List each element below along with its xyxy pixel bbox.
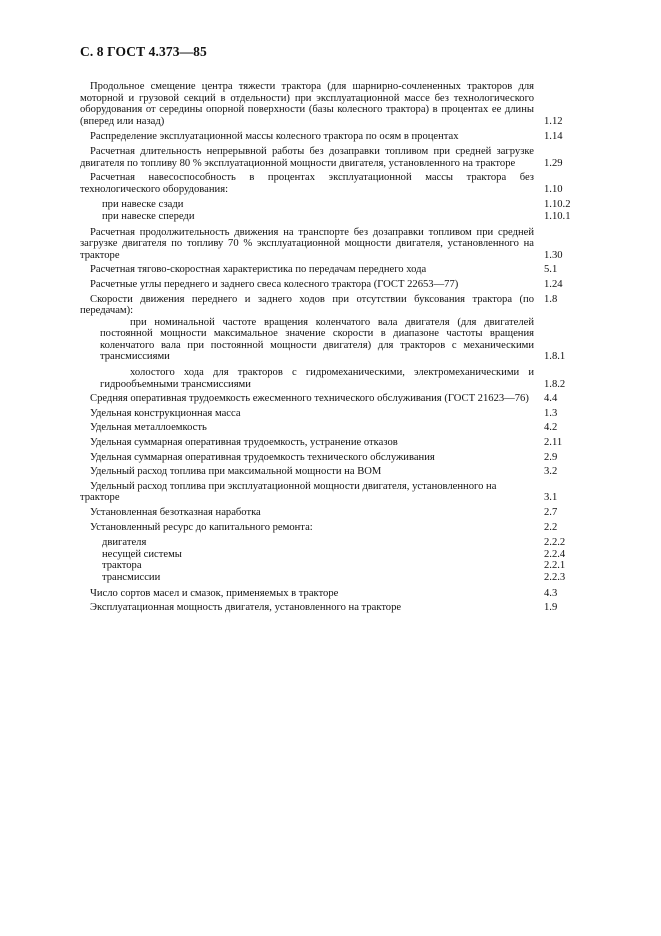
entry-text: несущей системы (102, 548, 182, 560)
entry-number: 2.2.1 (544, 560, 566, 572)
entry-number: 1.8.1 (544, 351, 566, 363)
index-entry (80, 81, 600, 127)
entry-text: Удельная суммарная оперативная трудоемкость технического обслуживания (90, 451, 435, 463)
entry-number: 2.11 (544, 437, 563, 449)
index-entry (80, 481, 600, 504)
entry-number: 2.2 (544, 521, 558, 533)
index-entry (80, 227, 600, 262)
entry-number: 2.9 (544, 451, 558, 463)
index-entry (80, 279, 600, 291)
entry-number: 1.14 (544, 131, 563, 143)
index-subentry (80, 367, 600, 390)
entry-text: Удельная металлоемкость (90, 422, 207, 434)
entry-text: Число сортов масел и смазок, применяемых в тракторе (90, 587, 339, 599)
index-entry (80, 131, 600, 143)
index-entry (80, 522, 600, 534)
entry-number: 1.9 (544, 602, 558, 614)
entry-text: двигателя (102, 537, 147, 549)
entry-text: трансмиссии (102, 571, 161, 583)
index-entry (80, 507, 600, 519)
entry-number: 1.8 (544, 293, 558, 305)
term-index (80, 81, 600, 617)
entry-text: Продольное смещение центра тяжести трактора (для шарнирно-сочлененных тракторов для моторной и грузовой секций в отдельности) при эксплуатационной массе без технологического оборудования от середины опорной поверхности (базы колесного трактора) в процентах ее длины (вперед или назад) (80, 81, 534, 127)
entry-text: Удельная суммарная оперативная трудоемкость, устранение отказов (90, 437, 398, 449)
entry-number: 1.8.2 (544, 378, 566, 390)
entry-number: 5.1 (544, 264, 558, 276)
index-entry (80, 422, 600, 434)
index-subentry (80, 560, 600, 572)
entry-text: Расчетная продолжительность движения на транспорте без дозаправки топливом при средней загрузке двигателя по топливу 70 % эксплуатационной мощности двигателя, установленного на тракторе (80, 226, 534, 261)
entry-text: Расчетная тягово-скоростная характеристика по передачам переднего хода (90, 264, 427, 276)
entry-text: Удельный расход топлива при эксплуатационной мощности двигателя, установленного на тракторе (80, 480, 497, 504)
entry-number: 3.1 (544, 492, 558, 504)
entry-text: Расчетная навесоспособность в процентах эксплуатационной массы трактора без технологического оборудования: (80, 172, 534, 195)
entry-number: 1.10 (544, 183, 563, 195)
entry-text: при навеске спереди (102, 210, 195, 222)
entry-text: холостого хода для тракторов с гидромеханическими, электромеханическими и гидрообъемными трансмиссиями (100, 367, 534, 390)
entry-number: 1.24 (544, 278, 563, 290)
index-entry (80, 294, 600, 317)
index-subentry (80, 537, 600, 549)
entry-number: 3.2 (544, 466, 558, 478)
entry-number: 4.4 (544, 393, 558, 405)
index-entry (80, 146, 600, 169)
index-entry (80, 466, 600, 478)
entry-number: 2.2.4 (544, 548, 566, 560)
index-entry (80, 264, 600, 276)
index-entry (80, 452, 600, 464)
entry-text: Расчетная длительность непрерывной работы без дозаправки топливом при средней загрузке двигателя по топливу 80 % эксплуатационной мощности двигателя, установленного на тракторе (80, 145, 534, 169)
entry-text: Средняя оперативная трудоемкость ежесменного технического обслуживания (ГОСТ 21623—76) (90, 393, 529, 405)
entry-text: Удельный расход топлива при максимальной мощности на ВОМ (90, 466, 382, 478)
entry-number: 1.10.2 (544, 199, 571, 211)
entry-text: Расчетные углы переднего и заднего свеса колесного трактора (ГОСТ 22653—77) (90, 278, 459, 290)
index-entry (80, 408, 600, 420)
index-subentry (80, 572, 600, 584)
entry-number: 1.3 (544, 407, 558, 419)
index-subentry (80, 199, 600, 211)
index-subentry (80, 211, 600, 223)
entry-number: 1.12 (544, 115, 563, 127)
entry-number: 2.7 (544, 507, 558, 518)
index-subentry (80, 549, 600, 561)
page-header: С. 8 ГОСТ 4.373—85 (80, 44, 207, 59)
entry-text: Скорости движения переднего и заднего ходов при отсутствии буксования трактора (по передачам): (80, 293, 534, 317)
entry-number: 4.2 (544, 422, 558, 434)
index-entry (80, 602, 600, 614)
entry-number: 2.2.2 (544, 537, 566, 549)
entry-text: при номинальной частоте вращения коленчатого вала двигателя (для двигателей постоянной мощности максимальное значение скорости в диапазоне частоты вращения коленчатого вала при постоянной мощности двигателя) для тракторов с механическими трансмиссиями (100, 316, 534, 363)
entry-number: 1.30 (544, 249, 563, 261)
index-entry (80, 172, 600, 195)
entry-text: Удельная конструкционная масса (90, 407, 241, 419)
entry-text: Установленный ресурс до капитального ремонта: (90, 521, 313, 533)
entry-number: 1.29 (544, 157, 563, 169)
index-entry (80, 588, 600, 600)
index-entry (80, 393, 600, 405)
entry-text: трактора (102, 560, 142, 572)
index-entry (80, 437, 600, 449)
entry-text: при навеске сзади (102, 199, 184, 211)
index-subentry (80, 317, 600, 363)
entry-number: 2.2.3 (544, 571, 566, 583)
entry-number: 4.3 (544, 587, 558, 599)
entry-number: 1.10.1 (544, 210, 571, 222)
entry-text: Установленная безотказная наработка (90, 507, 261, 518)
entry-text: Эксплуатационная мощность двигателя, установленного на тракторе (90, 602, 402, 614)
entry-text: Распределение эксплуатационной массы колесного трактора по осям в процентах (90, 131, 459, 143)
